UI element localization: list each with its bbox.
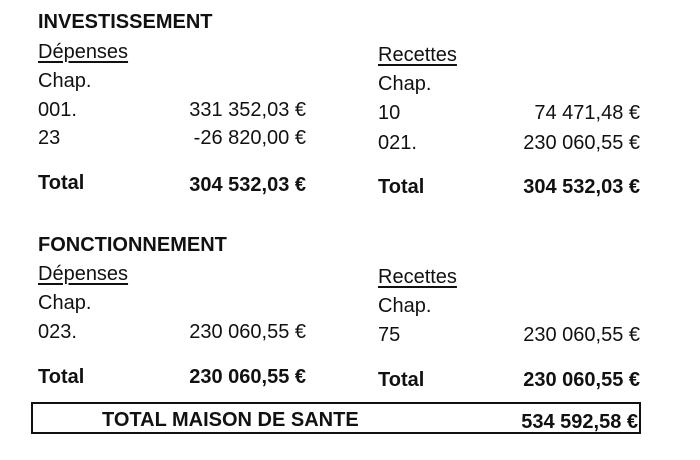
total-label: Total [378,176,425,198]
total-amount: 304 532,03 € [189,174,306,196]
grand-total-amount: 534 592,58 € [521,411,638,433]
amount-value: 230 060,55 € [189,321,306,343]
total-label: Total [38,172,85,194]
chap-code: 23 [38,127,61,149]
chap-label: Chap. [38,292,92,314]
total-label: Total [378,369,425,391]
chap-label: Chap. [378,73,432,95]
amount-value: -26 820,00 € [193,127,306,149]
total-amount: 230 060,55 € [523,369,640,391]
chap-code: 001. [38,99,77,121]
amount-value: 230 060,55 € [523,324,640,346]
recettes-heading: Recettes [378,44,457,66]
section-title-investissement: INVESTISSEMENT [38,11,213,33]
amount-value: 331 352,03 € [189,99,306,121]
chap-code: 023. [38,321,77,343]
chap-code: 75 [378,324,401,346]
chap-code: 10 [378,102,401,124]
total-amount: 230 060,55 € [189,366,306,388]
total-label: Total [38,366,85,388]
grand-total-label: TOTAL MAISON DE SANTE [102,409,359,431]
chap-code: 021. [378,132,417,154]
depenses-heading: Dépenses [38,41,129,63]
section-title-fonctionnement: FONCTIONNEMENT [38,234,227,256]
recettes-heading: Recettes [378,266,457,288]
chap-label: Chap. [378,295,432,317]
total-amount: 304 532,03 € [523,176,640,198]
amount-value: 230 060,55 € [523,132,640,154]
depenses-heading: Dépenses [38,263,129,285]
chap-label: Chap. [38,70,92,92]
amount-value: 74 471,48 € [534,102,640,124]
